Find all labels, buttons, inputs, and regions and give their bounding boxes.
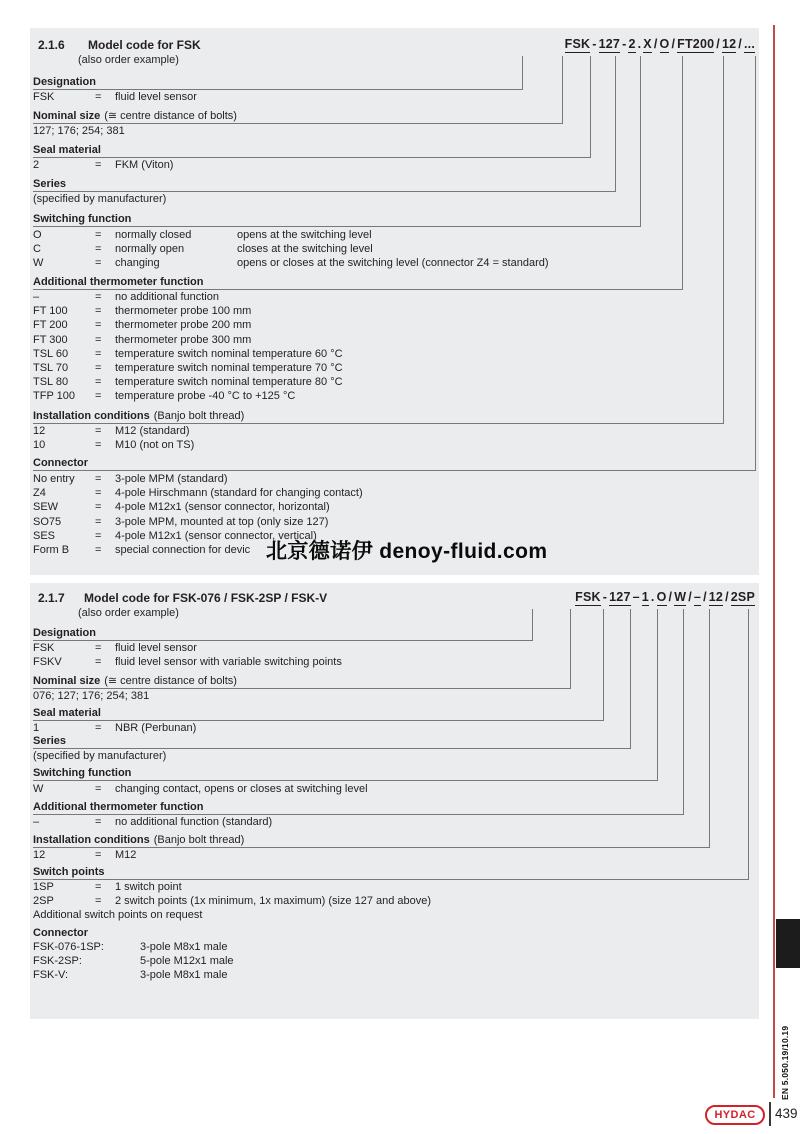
spec-row	[33, 516, 328, 529]
row-equals: =	[95, 376, 102, 388]
row-desc-extra: opens at the switching level	[237, 229, 372, 241]
group-heading-text: Designation	[33, 627, 96, 639]
code-separator: /	[653, 37, 658, 51]
spec-row	[33, 909, 202, 922]
spec-row	[33, 544, 250, 557]
row-equals: =	[95, 257, 102, 269]
row-equals: =	[95, 516, 102, 528]
row-equals: =	[95, 642, 102, 654]
row-desc: temperature switch nominal temperature 60 °C	[115, 348, 343, 360]
group-heading-text: Seal material	[33, 707, 101, 719]
row-desc: temperature switch nominal temperature 80 °C	[115, 376, 343, 388]
row-label: FSK-2SP:	[33, 955, 82, 967]
row-code: TSL 60	[33, 348, 69, 360]
group-heading-suffix: (Banjo bolt thread)	[153, 410, 245, 422]
row-desc: M12 (standard)	[115, 425, 190, 437]
row-desc: 4-pole Hirschmann (standard for changing contact)	[115, 487, 363, 499]
row-code: TFP 100	[33, 390, 75, 402]
row-code: 2	[33, 159, 40, 171]
edition-code: EN 5.050.19/10.19	[780, 1025, 790, 1100]
row-desc: 4-pole M12x1 (sensor connector, horizontal)	[115, 501, 330, 513]
row-desc: fluid level sensor	[115, 642, 197, 654]
footer-divider	[769, 1102, 771, 1126]
group-heading-text: Switching function	[33, 213, 132, 225]
section-number: 2.1.7	[38, 591, 65, 605]
section-title: Model code for FSK	[88, 38, 201, 52]
row-desc: normally closed	[115, 229, 192, 241]
row-desc: thermometer probe 200 mm	[115, 319, 252, 331]
code-separator: /	[688, 590, 692, 604]
row-desc: 3-pole M8x1 male	[140, 941, 228, 953]
section-title: Model code for FSK-076 / FSK-2SP / FSK-V	[84, 591, 328, 605]
page-number: 439	[775, 1106, 798, 1121]
row-desc: changing	[115, 257, 160, 269]
row-equals: =	[95, 390, 102, 402]
group-heading-suffix: (Banjo bolt thread)	[153, 834, 245, 846]
group-heading-text: Series	[33, 178, 67, 190]
code-separator: /	[671, 37, 676, 51]
row-code: SO75	[33, 516, 62, 528]
watermark: 北京德诺伊 denoy-fluid.com	[266, 540, 548, 563]
row-desc: 3-pole MPM (standard)	[115, 473, 228, 485]
row-equals: =	[95, 362, 102, 374]
row-equals: =	[95, 305, 102, 317]
group-heading-text: Designation	[33, 76, 96, 88]
row-label: FSK-076-1SP:	[33, 941, 104, 953]
row-label: FSK-V:	[33, 969, 69, 981]
row-text: Additional switch points on request	[33, 909, 203, 921]
row-code: FSK	[33, 91, 55, 103]
row-text: 127; 176; 254; 381	[33, 125, 125, 137]
row-desc: 4-pole M12x1 (sensor connector, vertical)	[115, 530, 317, 542]
row-equals: =	[95, 530, 102, 542]
model-code	[565, 37, 755, 51]
group-heading-text: Nominal size	[33, 675, 101, 687]
group-heading-text: Installation conditions	[33, 410, 150, 422]
spec-row	[33, 881, 182, 894]
row-equals: =	[95, 348, 102, 360]
group-heading-text: Connector	[33, 457, 88, 469]
row-code: 1SP	[33, 881, 54, 893]
row-equals: =	[95, 816, 102, 828]
row-code: 10	[33, 439, 46, 451]
row-code: Z4	[33, 487, 46, 499]
row-code: 12	[33, 425, 46, 437]
row-code: TSL 80	[33, 376, 69, 388]
row-equals: =	[95, 501, 102, 513]
code-separator: –	[632, 590, 640, 604]
group-heading-text: Installation conditions	[33, 834, 150, 846]
group-heading-text: Switching function	[33, 767, 132, 779]
black-section-tab	[776, 919, 800, 968]
row-equals: =	[95, 91, 102, 103]
group-heading-text: Connector	[33, 927, 88, 939]
row-desc: M12	[115, 849, 137, 861]
row-desc: 2 switch points (1x minimum, 1x maximum) (size 127 and above)	[115, 895, 432, 907]
code-separator: -	[622, 37, 627, 51]
row-equals: =	[95, 159, 102, 171]
code-token: 12	[708, 590, 724, 604]
row-equals: =	[95, 291, 102, 303]
row-desc: no additional function	[115, 291, 219, 303]
code-token: W	[674, 590, 687, 604]
row-equals: =	[95, 487, 102, 499]
spec-row	[33, 955, 234, 968]
row-text: (specified by manufacturer)	[33, 750, 167, 762]
code-token: 12	[721, 37, 737, 51]
row-code: C	[33, 243, 41, 255]
code-token: O	[659, 37, 670, 51]
row-code: W	[33, 783, 44, 795]
code-token: 127	[598, 37, 621, 51]
group-heading-text: Nominal size	[33, 110, 101, 122]
row-desc: changing contact, opens or closes at switching level	[115, 783, 368, 795]
code-separator: /	[738, 37, 742, 51]
row-desc: M10 (not on TS)	[115, 439, 195, 451]
code-token: X	[643, 37, 652, 51]
row-desc: thermometer probe 300 mm	[115, 334, 252, 346]
row-code: –	[33, 291, 40, 303]
section-subtitle: (also order example)	[78, 54, 179, 66]
code-token: 127	[609, 590, 631, 604]
code-separator: .	[637, 37, 642, 51]
row-desc: normally open	[115, 243, 185, 255]
row-equals: =	[95, 334, 102, 346]
spec-row	[33, 487, 363, 500]
row-desc: FKM (Viton)	[115, 159, 174, 171]
row-code: SES	[33, 530, 56, 542]
row-desc: temperature switch nominal temperature 70 °C	[115, 362, 343, 374]
group-heading	[33, 927, 88, 940]
row-code: TSL 70	[33, 362, 69, 374]
row-code: No entry	[33, 473, 75, 485]
spec-row	[33, 895, 431, 908]
spec-row	[33, 969, 227, 982]
row-equals: =	[95, 473, 102, 485]
group-heading-suffix: (≅ centre distance of bolts)	[104, 675, 237, 687]
section-number: 2.1.6	[38, 38, 65, 52]
spec-row	[33, 941, 227, 954]
row-desc: no additional function (standard)	[115, 816, 273, 828]
code-token: ...	[743, 37, 755, 51]
row-code: –	[33, 816, 40, 828]
row-code: FT 200	[33, 319, 68, 331]
group-heading-text: Additional thermometer function	[33, 801, 204, 813]
code-token: –	[693, 590, 702, 604]
row-equals: =	[95, 783, 102, 795]
code-separator: -	[592, 37, 597, 51]
row-code: 2SP	[33, 895, 54, 907]
code-token: 2	[628, 37, 636, 51]
code-token: FT200	[677, 37, 715, 51]
row-code: W	[33, 257, 44, 269]
code-token: FSK	[575, 590, 601, 604]
row-desc: NBR (Perbunan)	[115, 722, 197, 734]
group-heading-text: Switch points	[33, 866, 105, 878]
row-desc: special connection for devic	[115, 544, 251, 556]
row-equals: =	[95, 243, 102, 255]
row-desc-extra: opens or closes at the switching level (connector Z4 = standard)	[237, 257, 549, 269]
group-heading	[33, 457, 88, 470]
group-heading-suffix: (≅ centre distance of bolts)	[104, 110, 237, 122]
group-heading-text: Additional thermometer function	[33, 276, 204, 288]
row-code: SEW	[33, 501, 59, 513]
row-equals: =	[95, 895, 102, 907]
row-code: FSK	[33, 642, 55, 654]
code-separator: /	[668, 590, 673, 604]
row-equals: =	[95, 439, 102, 451]
row-code: FT 100	[33, 305, 68, 317]
brand-logo-text: HYDAC	[714, 1109, 756, 1121]
row-code: O	[33, 229, 42, 241]
row-code: FSKV	[33, 656, 62, 668]
row-equals: =	[95, 425, 102, 437]
code-connector-line	[33, 609, 749, 880]
row-code: 1	[33, 722, 40, 734]
code-token: 2SP	[730, 590, 755, 604]
row-desc: 3-pole MPM, mounted at top (only size 127)	[115, 516, 329, 528]
group-heading-text: Series	[33, 735, 67, 747]
row-desc: thermometer probe 100 mm	[115, 305, 252, 317]
row-code: FT 300	[33, 334, 68, 346]
row-desc: fluid level sensor	[115, 91, 197, 103]
row-equals: =	[95, 229, 102, 241]
row-code: 12	[33, 849, 46, 861]
code-separator: /	[716, 37, 720, 51]
code-separator: /	[703, 590, 707, 604]
section-subtitle: (also order example)	[78, 607, 179, 619]
row-desc-extra: closes at the switching level	[237, 243, 373, 255]
model-code	[575, 590, 755, 604]
row-text: 076; 127; 176; 254; 381	[33, 690, 150, 702]
row-text: (specified by manufacturer)	[33, 193, 167, 205]
group-heading-text: Seal material	[33, 144, 101, 156]
code-separator: .	[650, 590, 655, 604]
code-connector-line	[33, 56, 756, 471]
spec-row	[33, 501, 330, 514]
group-heading	[33, 866, 105, 879]
spec-row	[33, 473, 228, 486]
code-token: FSK	[564, 37, 591, 51]
row-code: Form B	[33, 544, 70, 556]
code-token: O	[656, 590, 667, 604]
row-equals: =	[95, 849, 102, 861]
red-rule	[773, 25, 775, 1098]
code-separator: -	[602, 590, 608, 604]
brand-logo	[705, 1105, 765, 1125]
row-equals: =	[95, 319, 102, 331]
code-separator: /	[725, 590, 729, 604]
row-equals: =	[95, 881, 102, 893]
row-equals: =	[95, 656, 102, 668]
row-desc: fluid level sensor with variable switching points	[115, 656, 342, 668]
row-desc: 5-pole M12x1 male	[140, 955, 234, 967]
row-desc: 1 switch point	[115, 881, 182, 893]
row-equals: =	[95, 722, 102, 734]
row-desc: temperature probe -40 °C to +125 °C	[115, 390, 296, 402]
row-equals: =	[95, 544, 102, 556]
code-token: 1	[641, 590, 649, 604]
row-desc: 3-pole M8x1 male	[140, 969, 228, 981]
